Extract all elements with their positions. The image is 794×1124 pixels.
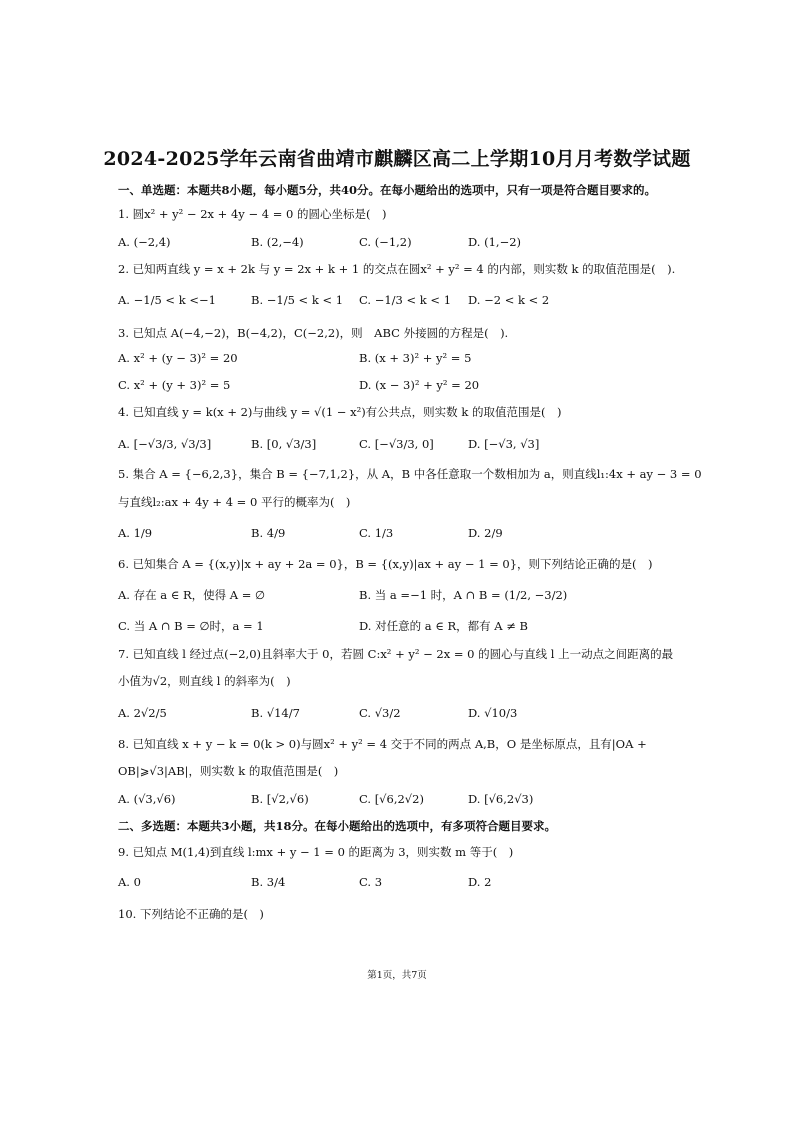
question-3-options-row2: [118, 377, 678, 397]
q8-option-b: B. [√2,√6): [251, 792, 309, 806]
question-1-options: [118, 234, 678, 254]
question-7-options: [118, 705, 678, 725]
q7-option-b: B. √14/7: [251, 706, 300, 720]
section-multi-choice: 二、多选题：本题共3小题，共18分。在每小题给出的选项中，有多项符合题目要求。: [118, 819, 557, 833]
q2-option-c: C. −1/3 < k < 1: [359, 293, 452, 307]
q9-option-a: A. 0: [118, 875, 141, 889]
q9-option-b: B. 3/4: [251, 875, 286, 889]
question-2-options: [118, 292, 678, 312]
question-7-stem-line1: 7. 已知直线 l 经过点(−2,0)且斜率大于 0，若圆 C:x² + y² − 2x = 0 的圆心与直线 l 上一动点之间距离的最: [118, 647, 674, 661]
question-6-options-row2: [118, 618, 678, 638]
question-2-stem: 2. 已知两直线 y = x + 2k 与 y = 2x + k + 1 的交点在圆x² + y² = 4 的内部，则实数 k 的取值范围是( ).: [118, 262, 676, 276]
q2-option-b: B. −1/5 < k < 1: [251, 293, 344, 307]
q9-option-d: D. 2: [468, 875, 492, 889]
question-9-stem: 9. 已知点 M(1,4)到直线 l:mx + y − 1 = 0 的距离为 3，则实数 m 等于( ): [118, 845, 514, 859]
q2-option-d: D. −2 < k < 2: [468, 293, 550, 307]
q3-option-d: D. (x − 3)² + y² = 20: [359, 378, 480, 392]
q3-option-b: B. (x + 3)² + y² = 5: [359, 351, 472, 365]
q7-option-a: A. 2√2/5: [118, 706, 167, 720]
q6-option-d: D. 对任意的 a ∈ R，都有 A ≠ B: [359, 619, 528, 633]
q2-option-a: A. −1/5 < k <−1: [118, 293, 216, 307]
section-single-choice: 一、单选题：本题共8小题，每小题5分，共40分。在每小题给出的选项中，只有一项是符合题目要求的。: [118, 183, 657, 197]
question-8-options: [118, 791, 678, 811]
question-8-stem-line2: OB|⩾√3|AB|，则实数 k 的取值范围是( ): [118, 764, 339, 778]
question-4-stem: 4. 已知直线 y = k(x + 2)与曲线 y = √(1 − x²)有公共点，则实数 k 的取值范围是( ): [118, 405, 562, 419]
q1-option-d: D. (1,−2): [468, 235, 522, 249]
question-10-stem: 10. 下列结论不正确的是( ): [118, 907, 264, 921]
question-7-stem-line2: 小值为√2，则直线 l 的斜率为( ): [118, 674, 291, 688]
q4-option-c: C. [−√3/3, 0]: [359, 437, 434, 451]
q1-option-a: A. (−2,4): [118, 235, 171, 249]
q1-option-c: C. (−1,2): [359, 235, 412, 249]
q7-option-c: C. √3/2: [359, 706, 401, 720]
q4-option-b: B. [0, √3/3]: [251, 437, 317, 451]
question-8-stem-line1: 8. 已知直线 x + y − k = 0(k > 0)与圆x² + y² = 4 交于不同的两点 A,B，O 是坐标原点，且有|OA +: [118, 737, 647, 751]
question-5-stem-line1: 5. 集合 A = {−6,2,3}，集合 B = {−7,1,2}，从 A，B 中各任意取一个数相加为 a，则直线l₁:4x + ay − 3 = 0: [118, 467, 702, 481]
q3-option-a: A. x² + (y − 3)² = 20: [118, 351, 238, 365]
q8-option-d: D. [√6,2√3): [468, 792, 534, 806]
page-title: 2024-2025学年云南省曲靖市麒麟区高二上学期10月月考数学试题: [103, 148, 691, 170]
q5-option-a: A. 1/9: [118, 526, 153, 540]
question-1-stem: 1. 圆x² + y² − 2x + 4y − 4 = 0 的圆心坐标是( ): [118, 207, 387, 221]
q4-option-d: D. [−√3, √3]: [468, 437, 540, 451]
question-5-stem-line2: 与直线l₂:ax + 4y + 4 = 0 平行的概率为( ): [118, 495, 351, 509]
q7-option-d: D. √10/3: [468, 706, 518, 720]
q6-option-c: C. 当 A ∩ B = ∅时，a = 1: [118, 619, 264, 633]
q1-option-b: B. (2,−4): [251, 235, 304, 249]
q3-option-c: C. x² + (y + 3)² = 5: [118, 378, 231, 392]
question-9-options: [118, 874, 678, 894]
question-5-options: [118, 525, 678, 545]
page-footer: 第1页，共7页: [367, 970, 427, 981]
q5-option-b: B. 4/9: [251, 526, 286, 540]
question-6-stem: 6. 已知集合 A = {(x,y)|x + ay + 2a = 0}，B = {(x,y)|ax + ay − 1 = 0}，则下列结论正确的是( ): [118, 557, 653, 571]
q8-option-c: C. [√6,2√2): [359, 792, 424, 806]
question-6-options-row1: [118, 587, 678, 607]
q5-option-c: C. 1/3: [359, 526, 394, 540]
q9-option-c: C. 3: [359, 875, 383, 889]
q8-option-a: A. (√3,√6): [118, 792, 176, 806]
q5-option-d: D. 2/9: [468, 526, 503, 540]
q6-option-b: B. 当 a =−1 时，A ∩ B = (1/2, −3/2): [359, 588, 568, 602]
question-3-stem: 3. 已知点 A(−4,−2)，B(−4,2)，C(−2,2)，则 ABC 外接圆的方程是( ).: [118, 326, 509, 340]
q6-option-a: A. 存在 a ∈ R，使得 A = ∅: [118, 588, 266, 602]
q4-option-a: A. [−√3/3, √3/3]: [118, 437, 212, 451]
question-4-options: [118, 436, 678, 456]
question-3-options-row1: [118, 350, 678, 370]
